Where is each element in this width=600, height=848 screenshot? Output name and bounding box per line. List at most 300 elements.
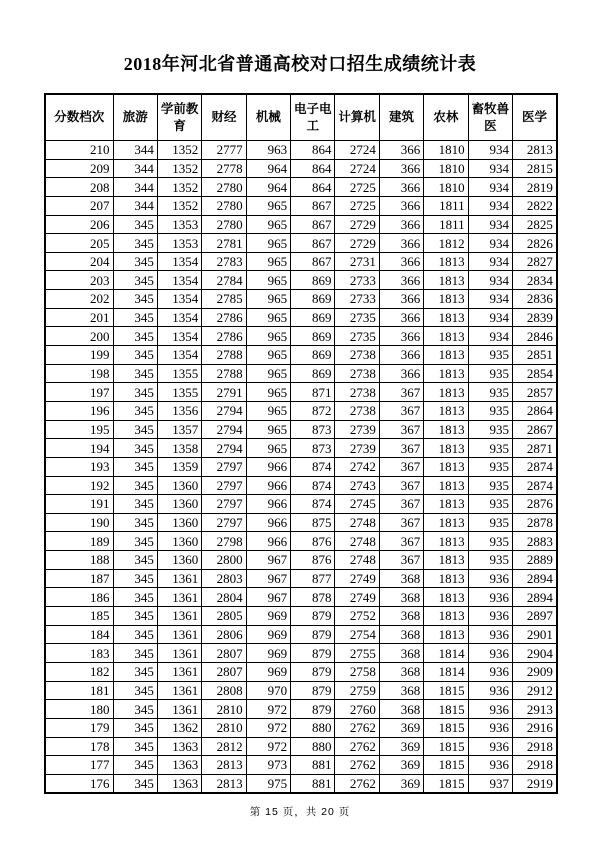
column-header: 学前教育 (157, 94, 201, 141)
table-cell: 204 (45, 252, 113, 271)
table-cell: 198 (45, 364, 113, 383)
table-row (45, 756, 557, 775)
table-cell: 2889 (513, 551, 557, 570)
table-cell: 2783 (202, 252, 246, 271)
column-header: 医学 (513, 94, 557, 141)
table-cell: 191 (45, 495, 113, 514)
table-cell: 366 (379, 346, 423, 365)
table-row (45, 327, 557, 346)
table-cell: 1358 (157, 439, 201, 458)
table-cell: 2748 (335, 532, 379, 551)
column-header: 机械 (246, 94, 290, 141)
score-table (44, 93, 558, 794)
table-cell: 345 (113, 420, 157, 439)
table-cell: 366 (379, 141, 423, 160)
table-cell: 193 (45, 457, 113, 476)
table-cell: 189 (45, 532, 113, 551)
table-cell: 935 (468, 457, 512, 476)
table-cell: 867 (291, 252, 335, 271)
table-row (45, 607, 557, 626)
table-cell: 2786 (202, 327, 246, 346)
table-cell: 207 (45, 196, 113, 215)
table-cell: 969 (246, 644, 290, 663)
table-cell: 2743 (335, 476, 379, 495)
table-row (45, 364, 557, 383)
table-cell: 877 (291, 569, 335, 588)
table-cell: 345 (113, 737, 157, 756)
table-cell: 2813 (202, 774, 246, 793)
table-row (45, 774, 557, 793)
table-cell: 345 (113, 681, 157, 700)
table-row (45, 569, 557, 588)
table-cell: 345 (113, 215, 157, 234)
table-cell: 873 (291, 420, 335, 439)
table-cell: 1813 (424, 271, 468, 290)
table-cell: 934 (468, 159, 512, 178)
table-cell: 869 (291, 327, 335, 346)
table-cell: 369 (379, 737, 423, 756)
table-cell: 2739 (335, 420, 379, 439)
table-cell: 965 (246, 215, 290, 234)
table-cell: 2897 (513, 607, 557, 626)
table-cell: 874 (291, 476, 335, 495)
table-cell: 1813 (424, 551, 468, 570)
table-cell: 937 (468, 774, 512, 793)
table-cell: 210 (45, 141, 113, 160)
table-row (45, 401, 557, 420)
table-cell: 1813 (424, 569, 468, 588)
table-cell: 366 (379, 252, 423, 271)
table-cell: 2777 (202, 141, 246, 160)
table-cell: 872 (291, 401, 335, 420)
table-cell: 369 (379, 756, 423, 775)
table-cell: 1360 (157, 551, 201, 570)
table-cell: 344 (113, 196, 157, 215)
table-cell: 345 (113, 700, 157, 719)
table-cell: 367 (379, 495, 423, 514)
table-cell: 2846 (513, 327, 557, 346)
table-cell: 869 (291, 290, 335, 309)
table-cell: 366 (379, 327, 423, 346)
table-row (45, 383, 557, 402)
table-cell: 965 (246, 252, 290, 271)
table-cell: 2918 (513, 756, 557, 775)
table-cell: 1810 (424, 159, 468, 178)
table-cell: 967 (246, 569, 290, 588)
table-cell: 975 (246, 774, 290, 793)
table-cell: 965 (246, 383, 290, 402)
table-cell: 935 (468, 364, 512, 383)
table-cell: 205 (45, 234, 113, 253)
table-cell: 368 (379, 681, 423, 700)
table-cell: 2735 (335, 327, 379, 346)
table-cell: 197 (45, 383, 113, 402)
table-row (45, 196, 557, 215)
table-cell: 345 (113, 401, 157, 420)
column-header: 财经 (202, 94, 246, 141)
table-cell: 1354 (157, 346, 201, 365)
table-cell: 2918 (513, 737, 557, 756)
table-cell: 366 (379, 196, 423, 215)
table-cell: 965 (246, 420, 290, 439)
table-cell: 1356 (157, 401, 201, 420)
table-cell: 2791 (202, 383, 246, 402)
table-cell: 935 (468, 401, 512, 420)
table-cell: 2812 (202, 737, 246, 756)
page-title: 2018年河北省普通高校对口招生成绩统计表 (123, 54, 477, 74)
table-cell: 2826 (513, 234, 557, 253)
table-cell: 864 (291, 178, 335, 197)
table-cell: 2724 (335, 141, 379, 160)
table-cell: 345 (113, 383, 157, 402)
table-cell: 1352 (157, 178, 201, 197)
table-cell: 1352 (157, 141, 201, 160)
table-cell: 874 (291, 495, 335, 514)
table-cell: 966 (246, 513, 290, 532)
table-cell: 196 (45, 401, 113, 420)
table-cell: 973 (246, 756, 290, 775)
table-cell: 1813 (424, 401, 468, 420)
table-cell: 1363 (157, 737, 201, 756)
table-cell: 1361 (157, 644, 201, 663)
table-cell: 867 (291, 215, 335, 234)
table-cell: 2797 (202, 513, 246, 532)
table-cell: 2781 (202, 234, 246, 253)
table-cell: 1354 (157, 308, 201, 327)
table-cell: 867 (291, 234, 335, 253)
table-cell: 1361 (157, 569, 201, 588)
table-cell: 869 (291, 308, 335, 327)
table-cell: 367 (379, 551, 423, 570)
table-cell: 2808 (202, 681, 246, 700)
table-cell: 1813 (424, 439, 468, 458)
table-row (45, 644, 557, 663)
table-cell: 185 (45, 607, 113, 626)
table-cell: 345 (113, 439, 157, 458)
table-cell: 869 (291, 364, 335, 383)
table-cell: 972 (246, 737, 290, 756)
table-cell: 1814 (424, 644, 468, 663)
table-cell: 201 (45, 308, 113, 327)
table-cell: 1352 (157, 159, 201, 178)
table-cell: 1813 (424, 476, 468, 495)
table-cell: 2739 (335, 439, 379, 458)
table-cell: 2731 (335, 252, 379, 271)
table-cell: 875 (291, 513, 335, 532)
table-cell: 969 (246, 662, 290, 681)
table-cell: 934 (468, 271, 512, 290)
table-cell: 368 (379, 644, 423, 663)
table-cell: 177 (45, 756, 113, 775)
table-cell: 2755 (335, 644, 379, 663)
header-row (45, 94, 557, 141)
table-row (45, 234, 557, 253)
table-cell: 180 (45, 700, 113, 719)
table-cell: 2825 (513, 215, 557, 234)
table-cell: 2724 (335, 159, 379, 178)
table-cell: 936 (468, 700, 512, 719)
table-cell: 345 (113, 532, 157, 551)
table-cell: 208 (45, 178, 113, 197)
table-cell: 345 (113, 513, 157, 532)
table-cell: 345 (113, 495, 157, 514)
table-cell: 966 (246, 495, 290, 514)
table-cell: 1359 (157, 457, 201, 476)
table-cell: 2738 (335, 383, 379, 402)
table-cell: 1354 (157, 271, 201, 290)
table-cell: 969 (246, 625, 290, 644)
table-cell: 195 (45, 420, 113, 439)
table-cell: 1813 (424, 383, 468, 402)
column-header: 分数档次 (45, 94, 113, 141)
table-cell: 1360 (157, 495, 201, 514)
table-cell: 2759 (335, 681, 379, 700)
table-cell: 1813 (424, 495, 468, 514)
table-cell: 1362 (157, 718, 201, 737)
table-cell: 190 (45, 513, 113, 532)
table-row (45, 625, 557, 644)
table-cell: 1354 (157, 252, 201, 271)
table-cell: 1813 (424, 364, 468, 383)
table-cell: 934 (468, 215, 512, 234)
table-cell: 1815 (424, 700, 468, 719)
table-cell: 1813 (424, 625, 468, 644)
table-cell: 367 (379, 457, 423, 476)
table-cell: 1353 (157, 215, 201, 234)
table-cell: 969 (246, 607, 290, 626)
table-cell: 2749 (335, 569, 379, 588)
table-cell: 880 (291, 718, 335, 737)
table-cell: 2738 (335, 346, 379, 365)
table-cell: 2851 (513, 346, 557, 365)
table-cell: 2805 (202, 607, 246, 626)
table-row (45, 551, 557, 570)
table-cell: 345 (113, 346, 157, 365)
table-cell: 967 (246, 551, 290, 570)
table-cell: 2738 (335, 364, 379, 383)
table-cell: 194 (45, 439, 113, 458)
table-cell: 867 (291, 196, 335, 215)
table-row (45, 588, 557, 607)
table-cell: 1813 (424, 346, 468, 365)
table-cell: 934 (468, 327, 512, 346)
table-cell: 965 (246, 346, 290, 365)
table-cell: 366 (379, 271, 423, 290)
table-cell: 2894 (513, 588, 557, 607)
table-cell: 936 (468, 681, 512, 700)
table-cell: 2813 (513, 141, 557, 160)
table-cell: 2725 (335, 178, 379, 197)
table-cell: 879 (291, 681, 335, 700)
table-cell: 367 (379, 401, 423, 420)
table-cell: 367 (379, 476, 423, 495)
table-cell: 2780 (202, 196, 246, 215)
table-cell: 2810 (202, 718, 246, 737)
table-cell: 176 (45, 774, 113, 793)
column-header: 畜牧兽医 (468, 94, 512, 141)
table-cell: 935 (468, 383, 512, 402)
table-cell: 366 (379, 290, 423, 309)
table-cell: 1353 (157, 234, 201, 253)
table-cell: 206 (45, 215, 113, 234)
table-row (45, 271, 557, 290)
table-cell: 2803 (202, 569, 246, 588)
table-row (45, 513, 557, 532)
table-cell: 936 (468, 569, 512, 588)
table-cell: 2738 (335, 401, 379, 420)
table-cell: 1813 (424, 588, 468, 607)
table-cell: 366 (379, 364, 423, 383)
table-cell: 1355 (157, 383, 201, 402)
table-cell: 2909 (513, 662, 557, 681)
table-cell: 2912 (513, 681, 557, 700)
table-cell: 879 (291, 625, 335, 644)
table-cell: 366 (379, 178, 423, 197)
table-cell: 1360 (157, 513, 201, 532)
table-cell: 1354 (157, 290, 201, 309)
table-cell: 965 (246, 308, 290, 327)
table-cell: 2762 (335, 718, 379, 737)
table-cell: 2874 (513, 457, 557, 476)
table-cell: 879 (291, 644, 335, 663)
table-cell: 1361 (157, 588, 201, 607)
table-cell: 345 (113, 290, 157, 309)
table-cell: 178 (45, 737, 113, 756)
table-cell: 1361 (157, 700, 201, 719)
table-cell: 2778 (202, 159, 246, 178)
table-cell: 2919 (513, 774, 557, 793)
table-cell: 869 (291, 271, 335, 290)
table-cell: 2780 (202, 178, 246, 197)
table-cell: 965 (246, 364, 290, 383)
table-cell: 184 (45, 625, 113, 644)
table-row (45, 662, 557, 681)
table-cell: 936 (468, 737, 512, 756)
table-cell: 2810 (202, 700, 246, 719)
table-cell: 1360 (157, 532, 201, 551)
table-cell: 345 (113, 569, 157, 588)
table-cell: 1815 (424, 774, 468, 793)
table-cell: 873 (291, 439, 335, 458)
table-row (45, 737, 557, 756)
table-cell: 1813 (424, 308, 468, 327)
table-cell: 1811 (424, 196, 468, 215)
table-cell: 2788 (202, 364, 246, 383)
table-cell: 368 (379, 662, 423, 681)
table-row (45, 718, 557, 737)
table-cell: 880 (291, 737, 335, 756)
table-cell: 2864 (513, 401, 557, 420)
table-cell: 345 (113, 364, 157, 383)
table-cell: 345 (113, 234, 157, 253)
table-cell: 2839 (513, 308, 557, 327)
table-cell: 965 (246, 234, 290, 253)
table-cell: 2729 (335, 234, 379, 253)
table-cell: 1361 (157, 662, 201, 681)
table-row (45, 141, 557, 160)
table-cell: 936 (468, 718, 512, 737)
table-cell: 345 (113, 625, 157, 644)
table-cell: 209 (45, 159, 113, 178)
table-cell: 876 (291, 551, 335, 570)
table-cell: 366 (379, 159, 423, 178)
table-cell: 2883 (513, 532, 557, 551)
table-cell: 934 (468, 141, 512, 160)
table-row (45, 346, 557, 365)
table-row (45, 532, 557, 551)
table-cell: 934 (468, 290, 512, 309)
table-cell: 367 (379, 513, 423, 532)
table-cell: 345 (113, 756, 157, 775)
table-cell: 368 (379, 625, 423, 644)
table-cell: 879 (291, 700, 335, 719)
table-cell: 2735 (335, 308, 379, 327)
table-cell: 366 (379, 308, 423, 327)
table-cell: 2857 (513, 383, 557, 402)
table-cell: 2874 (513, 476, 557, 495)
table-cell: 369 (379, 718, 423, 737)
table-cell: 963 (246, 141, 290, 160)
table-cell: 2797 (202, 457, 246, 476)
table-cell: 183 (45, 644, 113, 663)
table-cell: 2758 (335, 662, 379, 681)
table-cell: 1363 (157, 756, 201, 775)
table-cell: 203 (45, 271, 113, 290)
table-cell: 965 (246, 271, 290, 290)
table-cell: 2762 (335, 774, 379, 793)
table-cell: 1813 (424, 532, 468, 551)
table-cell: 2748 (335, 513, 379, 532)
table-cell: 1813 (424, 420, 468, 439)
table-row (45, 700, 557, 719)
table-cell: 1815 (424, 681, 468, 700)
table-cell: 2794 (202, 401, 246, 420)
table-cell: 2749 (335, 588, 379, 607)
table-cell: 1355 (157, 364, 201, 383)
table-cell: 2836 (513, 290, 557, 309)
table-cell: 2754 (335, 625, 379, 644)
table-cell: 368 (379, 569, 423, 588)
table-cell: 1815 (424, 756, 468, 775)
table-cell: 345 (113, 457, 157, 476)
table-cell: 2854 (513, 364, 557, 383)
table-cell: 2794 (202, 439, 246, 458)
table-cell: 2901 (513, 625, 557, 644)
table-row (45, 457, 557, 476)
table-cell: 2807 (202, 662, 246, 681)
table-cell: 2867 (513, 420, 557, 439)
table-cell: 2742 (335, 457, 379, 476)
column-header: 农林 (424, 94, 468, 141)
table-cell: 345 (113, 662, 157, 681)
table-cell: 878 (291, 588, 335, 607)
table-cell: 182 (45, 662, 113, 681)
table-cell: 936 (468, 607, 512, 626)
table-cell: 936 (468, 644, 512, 663)
table-cell: 2733 (335, 271, 379, 290)
table-cell: 966 (246, 532, 290, 551)
table-cell: 2894 (513, 569, 557, 588)
table-cell: 965 (246, 401, 290, 420)
table-body (45, 141, 557, 794)
table-cell: 345 (113, 252, 157, 271)
table-cell: 936 (468, 756, 512, 775)
table-cell: 2752 (335, 607, 379, 626)
table-cell: 368 (379, 700, 423, 719)
table-cell: 1813 (424, 457, 468, 476)
table-cell: 876 (291, 532, 335, 551)
table-cell: 345 (113, 308, 157, 327)
